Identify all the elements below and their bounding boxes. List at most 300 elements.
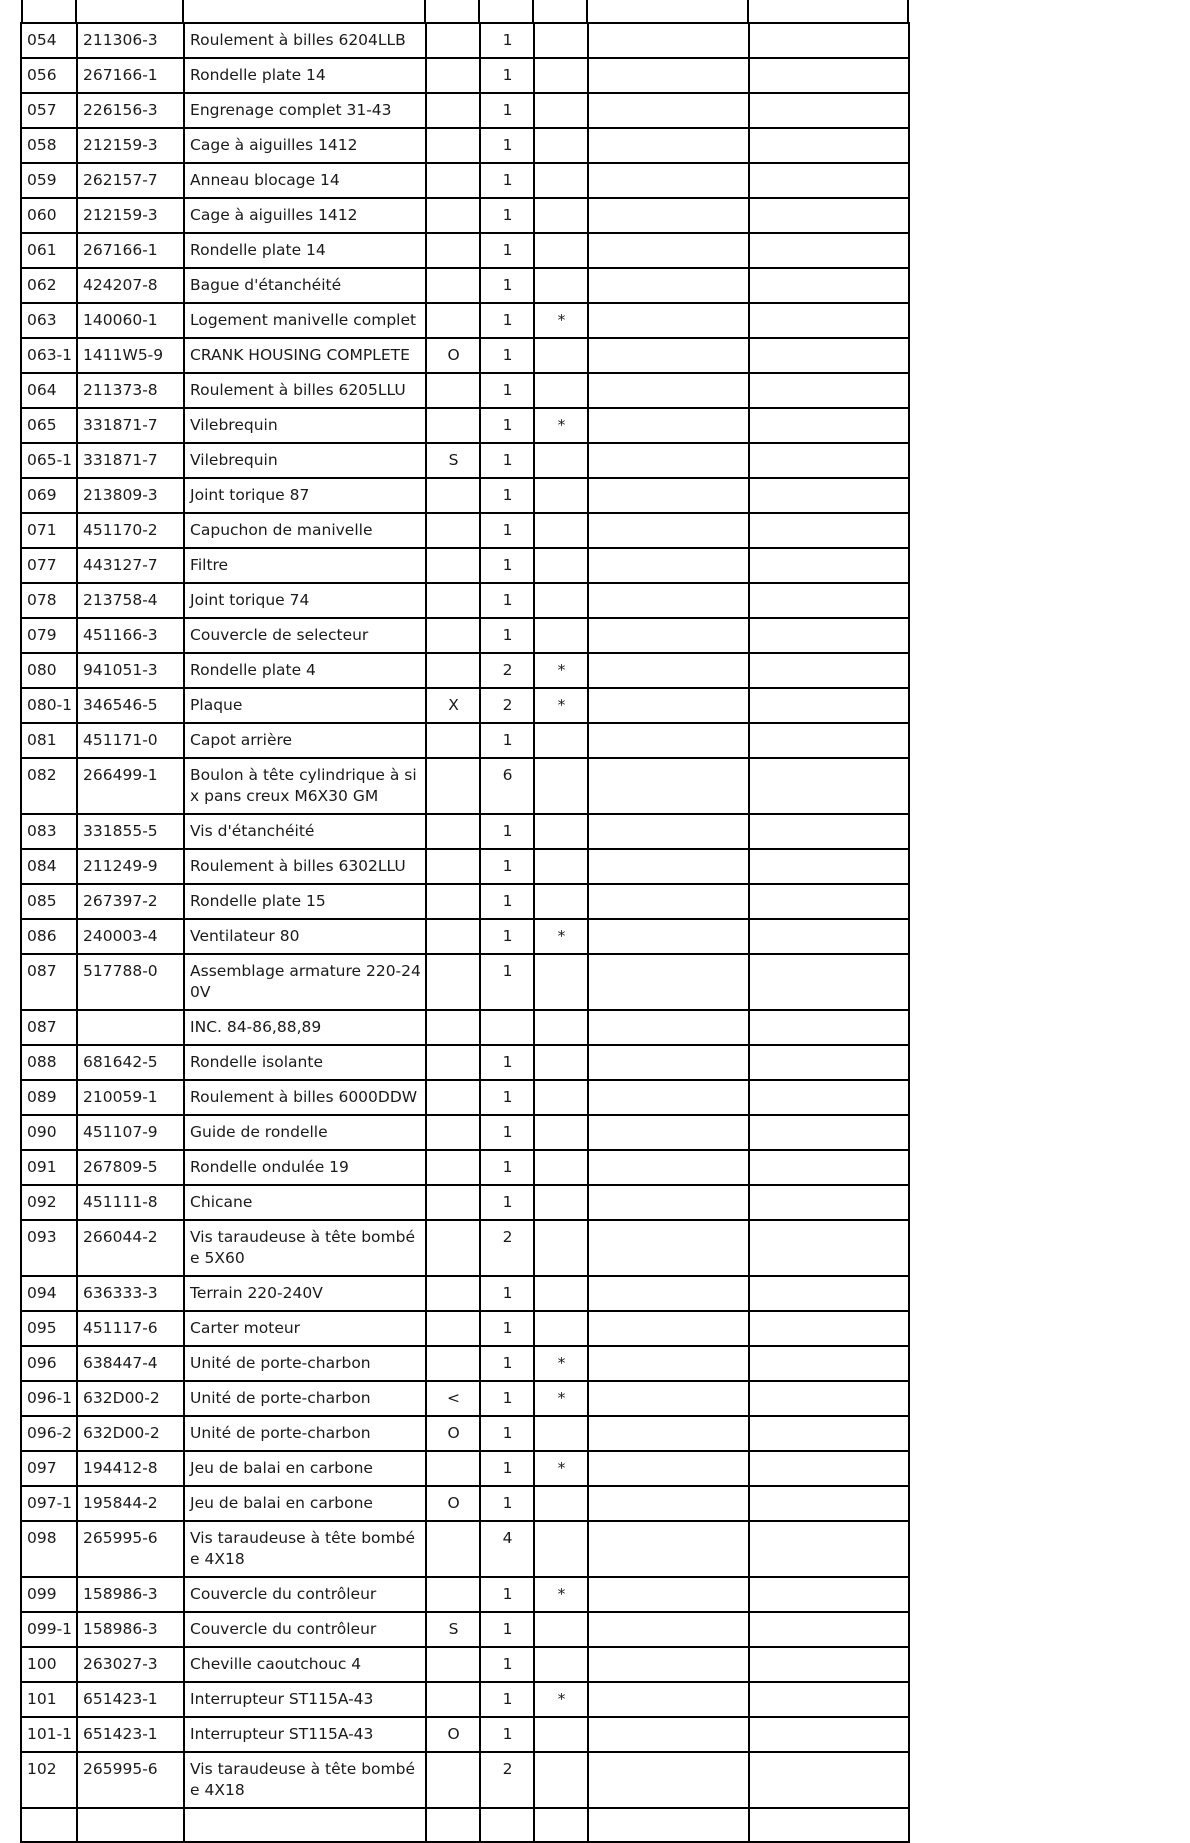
mark-cell: *	[534, 688, 588, 723]
description-cell: INC. 84-86,88,89	[184, 1010, 426, 1045]
blank-column-1-cell	[588, 233, 749, 268]
blank-column-2-cell	[749, 954, 909, 1010]
quantity-cell: 1	[480, 1185, 534, 1220]
item-number-cell: 077	[21, 548, 77, 583]
quantity-cell: 1	[480, 408, 534, 443]
quantity-cell: 2	[480, 688, 534, 723]
note-code-cell	[426, 1115, 480, 1150]
part-number-cell: 443127-7	[77, 548, 184, 583]
quantity-cell: 1	[480, 583, 534, 618]
item-number-cell: 081	[21, 723, 77, 758]
part-number-cell: 266499-1	[77, 758, 184, 814]
description-cell: Assemblage armature 220-240V	[184, 954, 426, 1010]
blank-column-2-cell	[749, 58, 909, 93]
note-code-cell: O	[426, 1486, 480, 1521]
quantity-cell: 1	[480, 1577, 534, 1612]
table-row	[21, 618, 909, 653]
blank-column-1-cell	[588, 1416, 749, 1451]
mark-cell	[534, 443, 588, 478]
item-number-cell: 097	[21, 1451, 77, 1486]
part-number-cell: 211373-8	[77, 373, 184, 408]
table-row	[21, 1010, 909, 1045]
item-number-cell: 091	[21, 1150, 77, 1185]
description-cell: Vis taraudeuse à tête bombée 4X18	[184, 1521, 426, 1577]
blank-column-1-cell	[588, 163, 749, 198]
note-code-cell	[426, 954, 480, 1010]
blank-column-1-cell	[588, 303, 749, 338]
blank-column-2-cell	[749, 688, 909, 723]
blank-column-1-cell	[588, 93, 749, 128]
blank-column-1-cell	[588, 758, 749, 814]
item-number-cell: 058	[21, 128, 77, 163]
quantity-cell: 1	[480, 1612, 534, 1647]
blank-column-1-cell	[588, 583, 749, 618]
table-row	[21, 1416, 909, 1451]
note-code-cell: S	[426, 443, 480, 478]
blank-column-1-cell	[588, 443, 749, 478]
blank-column-1-cell	[588, 688, 749, 723]
item-number-cell: 090	[21, 1115, 77, 1150]
part-number-cell: 651423-1	[77, 1717, 184, 1752]
blank-column-2-cell	[749, 338, 909, 373]
quantity-cell: 1	[480, 1346, 534, 1381]
mark-cell	[534, 1185, 588, 1220]
table-row	[21, 1311, 909, 1346]
blank-column-1-cell	[588, 1451, 749, 1486]
quantity-cell: 4	[480, 1521, 534, 1577]
mark-cell: *	[534, 653, 588, 688]
description-cell: Rondelle plate 14	[184, 58, 426, 93]
table-row	[21, 1045, 909, 1080]
mark-cell: *	[534, 1346, 588, 1381]
part-number-cell: 158986-3	[77, 1577, 184, 1612]
description-cell: Boulon à tête cylindrique à six pans creux M6X30 GM	[184, 758, 426, 814]
note-code-cell	[426, 233, 480, 268]
quantity-cell: 1	[480, 1080, 534, 1115]
mark-cell	[534, 198, 588, 233]
description-cell: Joint torique 74	[184, 583, 426, 618]
item-number-cell: 080	[21, 653, 77, 688]
blank-column-1-cell	[588, 1682, 749, 1717]
item-number-cell: 096-2	[21, 1416, 77, 1451]
blank-column-2-cell	[749, 1185, 909, 1220]
table-row	[21, 1647, 909, 1682]
quantity-cell: 1	[480, 1381, 534, 1416]
item-number-cell: 071	[21, 513, 77, 548]
part-number-cell: 331855-5	[77, 814, 184, 849]
quantity-cell: 1	[480, 1717, 534, 1752]
description-cell: Roulement à billes 6000DDW	[184, 1080, 426, 1115]
quantity-cell: 1	[480, 1647, 534, 1682]
part-number-cell: 263027-3	[77, 1647, 184, 1682]
table-row	[21, 849, 909, 884]
blank-column-2-cell	[749, 1808, 909, 1842]
table-row	[21, 58, 909, 93]
quantity-cell: 1	[480, 268, 534, 303]
description-cell: Vilebrequin	[184, 408, 426, 443]
table-row	[21, 884, 909, 919]
blank-column-1-cell	[588, 1346, 749, 1381]
table-row	[21, 198, 909, 233]
description-cell: Capot arrière	[184, 723, 426, 758]
mark-cell	[534, 93, 588, 128]
blank-column-2-cell	[749, 1752, 909, 1808]
item-number-cell: 099-1	[21, 1612, 77, 1647]
item-number-cell: 065	[21, 408, 77, 443]
quantity-cell: 1	[480, 1115, 534, 1150]
blank-column-2-cell	[749, 513, 909, 548]
note-code-cell	[426, 849, 480, 884]
blank-column-1-cell	[588, 1276, 749, 1311]
description-cell: Roulement à billes 6205LLU	[184, 373, 426, 408]
note-code-cell	[426, 1080, 480, 1115]
quantity-cell: 1	[480, 23, 534, 58]
table-row	[21, 1185, 909, 1220]
quantity-cell: 1	[480, 1486, 534, 1521]
item-number-cell: 086	[21, 919, 77, 954]
part-number-cell: 331871-7	[77, 443, 184, 478]
blank-column-2-cell	[749, 919, 909, 954]
item-number-cell: 057	[21, 93, 77, 128]
part-number-cell: 267809-5	[77, 1150, 184, 1185]
description-cell: Capuchon de manivelle	[184, 513, 426, 548]
note-code-cell	[426, 1346, 480, 1381]
note-code-cell	[426, 1010, 480, 1045]
note-code-cell	[426, 1451, 480, 1486]
table-row	[21, 688, 909, 723]
note-code-cell	[426, 884, 480, 919]
table-row	[21, 1080, 909, 1115]
part-number-cell: 941051-3	[77, 653, 184, 688]
quantity-cell: 2	[480, 1220, 534, 1276]
part-number-cell: 632D00-2	[77, 1416, 184, 1451]
mark-cell	[534, 1752, 588, 1808]
mark-cell	[534, 233, 588, 268]
part-number-cell: 213758-4	[77, 583, 184, 618]
note-code-cell	[426, 1045, 480, 1080]
table-row	[21, 1612, 909, 1647]
description-cell: Cheville caoutchouc 4	[184, 1647, 426, 1682]
part-number-cell: 638447-4	[77, 1346, 184, 1381]
part-number-cell: 265995-6	[77, 1521, 184, 1577]
note-code-cell	[426, 268, 480, 303]
blank-column-2-cell	[749, 93, 909, 128]
table-row	[21, 758, 909, 814]
note-code-cell	[426, 93, 480, 128]
description-cell: Couvercle du contrôleur	[184, 1612, 426, 1647]
note-code-cell	[426, 758, 480, 814]
mark-cell	[534, 1612, 588, 1647]
quantity-cell: 1	[480, 814, 534, 849]
quantity-cell: 1	[480, 58, 534, 93]
quantity-cell: 1	[480, 1045, 534, 1080]
note-code-cell: X	[426, 688, 480, 723]
mark-cell	[534, 814, 588, 849]
part-number-cell: 632D00-2	[77, 1381, 184, 1416]
blank-column-2-cell	[749, 1220, 909, 1276]
item-number-cell: 063-1	[21, 338, 77, 373]
blank-column-1-cell	[588, 198, 749, 233]
blank-column-1-cell	[588, 814, 749, 849]
mark-cell	[534, 1220, 588, 1276]
note-code-cell	[426, 1647, 480, 1682]
table-row	[21, 1150, 909, 1185]
table-row	[21, 23, 909, 58]
mark-cell: *	[534, 1577, 588, 1612]
blank-column-1-cell	[588, 1577, 749, 1612]
quantity-cell: 1	[480, 233, 534, 268]
item-number-cell: 079	[21, 618, 77, 653]
description-cell: Jeu de balai en carbone	[184, 1486, 426, 1521]
blank-column-1-cell	[588, 884, 749, 919]
note-code-cell	[426, 1752, 480, 1808]
part-number-cell: 240003-4	[77, 919, 184, 954]
description-cell: Unité de porte-charbon	[184, 1346, 426, 1381]
blank-column-2-cell	[749, 408, 909, 443]
table-row	[21, 1521, 909, 1577]
blank-column-1-cell	[588, 478, 749, 513]
item-number-cell: 061	[21, 233, 77, 268]
blank-column-1-cell	[588, 1150, 749, 1185]
quantity-cell: 1	[480, 163, 534, 198]
table-row	[21, 919, 909, 954]
blank-column-2-cell	[749, 23, 909, 58]
mark-cell	[534, 758, 588, 814]
parts-list-body	[21, 23, 909, 1842]
note-code-cell	[426, 1220, 480, 1276]
description-cell: Engrenage complet 31-43	[184, 93, 426, 128]
note-code-cell	[426, 198, 480, 233]
item-number-cell: 054	[21, 23, 77, 58]
table-row-empty	[21, 1808, 909, 1842]
description-cell: Rondelle plate 14	[184, 233, 426, 268]
blank-column-2-cell	[749, 198, 909, 233]
table-row	[21, 1717, 909, 1752]
description-cell: Roulement à billes 6204LLB	[184, 23, 426, 58]
quantity-cell: 1	[480, 128, 534, 163]
column-divider-line	[586, 0, 588, 22]
note-code-cell: O	[426, 1416, 480, 1451]
description-cell: Unité de porte-charbon	[184, 1416, 426, 1451]
blank-column-1-cell	[588, 1717, 749, 1752]
table-row	[21, 1451, 909, 1486]
mark-cell: *	[534, 303, 588, 338]
description-cell: Jeu de balai en carbone	[184, 1451, 426, 1486]
column-divider-line	[478, 0, 480, 22]
item-number-cell: 083	[21, 814, 77, 849]
part-number-cell: 681642-5	[77, 1045, 184, 1080]
item-number-cell: 101	[21, 1682, 77, 1717]
blank-column-1-cell	[588, 1311, 749, 1346]
part-number-cell: 517788-0	[77, 954, 184, 1010]
description-cell: Rondelle plate 4	[184, 653, 426, 688]
mark-cell: *	[534, 1451, 588, 1486]
part-number-cell: 211306-3	[77, 23, 184, 58]
description-cell: Logement manivelle complet	[184, 303, 426, 338]
blank-column-1-cell	[588, 723, 749, 758]
part-number-cell: 651423-1	[77, 1682, 184, 1717]
blank-column-1-cell	[588, 1220, 749, 1276]
item-number-cell: 084	[21, 849, 77, 884]
item-number-cell: 056	[21, 58, 77, 93]
mark-cell	[534, 1647, 588, 1682]
blank-column-1-cell	[588, 1115, 749, 1150]
blank-column-1-cell	[588, 58, 749, 93]
quantity-cell: 1	[480, 93, 534, 128]
mark-cell	[534, 1276, 588, 1311]
note-code-cell	[426, 1276, 480, 1311]
item-number-cell: 096-1	[21, 1381, 77, 1416]
mark-cell	[534, 513, 588, 548]
mark-cell	[534, 849, 588, 884]
quantity-cell: 1	[480, 1451, 534, 1486]
blank-column-1-cell	[588, 653, 749, 688]
quantity-cell: 1	[480, 1150, 534, 1185]
mark-cell	[534, 1416, 588, 1451]
note-code-cell	[426, 23, 480, 58]
blank-column-2-cell	[749, 1045, 909, 1080]
item-number-cell: 089	[21, 1080, 77, 1115]
note-code-cell	[426, 373, 480, 408]
part-number-cell: 451117-6	[77, 1311, 184, 1346]
blank-column-1-cell	[588, 338, 749, 373]
description-cell: Carter moteur	[184, 1311, 426, 1346]
note-code-cell	[426, 583, 480, 618]
quantity-cell: 2	[480, 653, 534, 688]
blank-column-1-cell	[588, 23, 749, 58]
note-code-cell	[426, 653, 480, 688]
item-number-cell: 082	[21, 758, 77, 814]
note-code-cell	[426, 408, 480, 443]
mark-cell	[534, 128, 588, 163]
item-number-cell: 097-1	[21, 1486, 77, 1521]
mark-cell	[534, 1045, 588, 1080]
item-number-cell: 069	[21, 478, 77, 513]
item-number-cell: 102	[21, 1752, 77, 1808]
blank-column-1-cell	[588, 1521, 749, 1577]
part-number-cell: 265995-6	[77, 1752, 184, 1808]
mark-cell	[534, 478, 588, 513]
quantity-cell: 1	[480, 849, 534, 884]
quantity-cell: 1	[480, 443, 534, 478]
table-row	[21, 548, 909, 583]
item-number-cell: 098	[21, 1521, 77, 1577]
quantity-cell: 1	[480, 513, 534, 548]
note-code-cell	[426, 814, 480, 849]
item-number-cell: 099	[21, 1577, 77, 1612]
part-number-cell: 267166-1	[77, 233, 184, 268]
mark-cell	[534, 268, 588, 303]
part-number-cell: 331871-7	[77, 408, 184, 443]
mark-cell	[534, 1010, 588, 1045]
item-number-cell	[21, 1808, 77, 1842]
table-row	[21, 1752, 909, 1808]
blank-column-2-cell	[749, 233, 909, 268]
mark-cell	[534, 1150, 588, 1185]
part-number-cell: 194412-8	[77, 1451, 184, 1486]
blank-column-1-cell	[588, 1045, 749, 1080]
mark-cell	[534, 1521, 588, 1577]
column-divider-line	[532, 0, 534, 22]
part-number-cell: 451166-3	[77, 618, 184, 653]
column-divider-line	[182, 0, 184, 22]
column-divider-line	[907, 0, 909, 22]
table-row	[21, 128, 909, 163]
description-cell: Ventilateur 80	[184, 919, 426, 954]
item-number-cell: 100	[21, 1647, 77, 1682]
part-number-cell: 195844-2	[77, 1486, 184, 1521]
item-number-cell: 080-1	[21, 688, 77, 723]
mark-cell	[534, 1486, 588, 1521]
description-cell: Filtre	[184, 548, 426, 583]
item-number-cell: 093	[21, 1220, 77, 1276]
blank-column-1-cell	[588, 1808, 749, 1842]
mark-cell	[534, 583, 588, 618]
table-row	[21, 373, 909, 408]
mark-cell	[534, 618, 588, 653]
blank-column-1-cell	[588, 1185, 749, 1220]
mark-cell	[534, 954, 588, 1010]
part-number-cell: 262157-7	[77, 163, 184, 198]
note-code-cell	[426, 1521, 480, 1577]
blank-column-1-cell	[588, 373, 749, 408]
description-cell: Plaque	[184, 688, 426, 723]
note-code-cell: <	[426, 1381, 480, 1416]
blank-column-1-cell	[588, 268, 749, 303]
item-number-cell: 060	[21, 198, 77, 233]
description-cell: Cage à aiguilles 1412	[184, 128, 426, 163]
mark-cell	[534, 1115, 588, 1150]
quantity-cell	[480, 1808, 534, 1842]
mark-cell	[534, 1717, 588, 1752]
description-cell: Rondelle ondulée 19	[184, 1150, 426, 1185]
note-code-cell	[426, 1682, 480, 1717]
description-cell: Rondelle isolante	[184, 1045, 426, 1080]
table-row	[21, 1220, 909, 1276]
part-number-cell: 267166-1	[77, 58, 184, 93]
blank-column-2-cell	[749, 1276, 909, 1311]
note-code-cell	[426, 1311, 480, 1346]
mark-cell	[534, 548, 588, 583]
blank-column-1-cell	[588, 1752, 749, 1808]
blank-column-1-cell	[588, 849, 749, 884]
quantity-cell: 1	[480, 919, 534, 954]
blank-column-1-cell	[588, 1080, 749, 1115]
blank-column-2-cell	[749, 814, 909, 849]
parts-list-table	[20, 22, 910, 1843]
part-number-cell: 346546-5	[77, 688, 184, 723]
table-row	[21, 303, 909, 338]
blank-column-2-cell	[749, 849, 909, 884]
part-number-cell: 267397-2	[77, 884, 184, 919]
description-cell: Terrain 220-240V	[184, 1276, 426, 1311]
part-number-cell: 451107-9	[77, 1115, 184, 1150]
blank-column-1-cell	[588, 1010, 749, 1045]
blank-column-2-cell	[749, 268, 909, 303]
blank-column-1-cell	[588, 408, 749, 443]
blank-column-2-cell	[749, 443, 909, 478]
note-code-cell	[426, 128, 480, 163]
quantity-cell: 1	[480, 373, 534, 408]
table-row	[21, 443, 909, 478]
column-divider-line	[747, 0, 749, 22]
description-cell: Cage à aiguilles 1412	[184, 198, 426, 233]
blank-column-2-cell	[749, 1682, 909, 1717]
table-row	[21, 1115, 909, 1150]
blank-column-1-cell	[588, 1612, 749, 1647]
mark-cell	[534, 1808, 588, 1842]
item-number-cell: 087	[21, 1010, 77, 1045]
